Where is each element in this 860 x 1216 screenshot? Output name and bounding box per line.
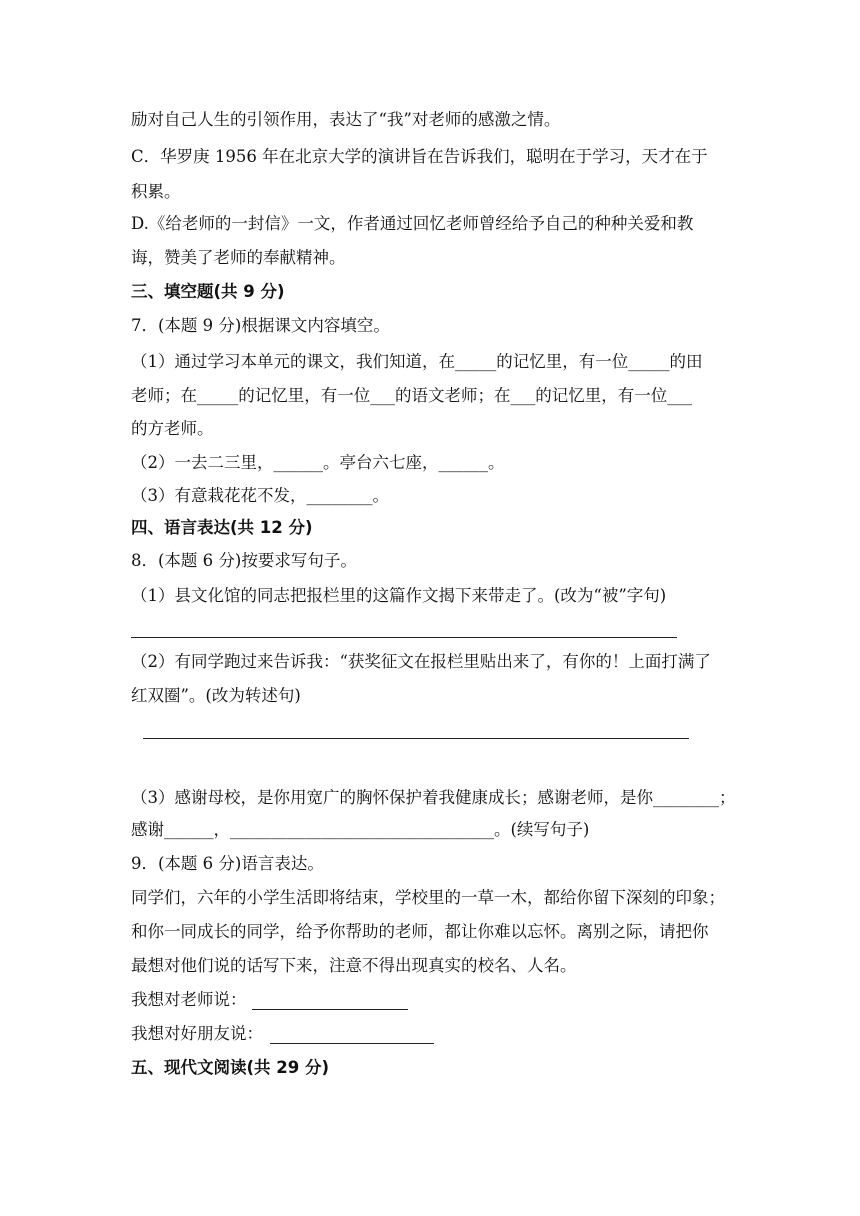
friend-message-prompt: 我想对好朋友说： [131, 1024, 263, 1043]
question-8-part-1: （1）县文化馆的同志把报栏里的这篇作文揭下来带走了。(改为“被”字句) [131, 586, 667, 605]
text-line: 老师；在_____的记忆里，有一位___的语文老师；在___的记忆里，有一位___ [131, 386, 692, 405]
question-7-part-3: （3）有意栽花花不发，________。 [131, 486, 389, 505]
answer-line-8-1 [131, 637, 677, 638]
question-8-part-2: （2）有同学跑过来告诉我：“获奖征文在报栏里贴出来了，有你的！上面打满了 [131, 652, 711, 671]
section-heading-language-expression: 四、语言表达(共 12 分) [131, 518, 313, 537]
text-line: 诲，赞美了老师的奉献精神。 [131, 248, 346, 267]
option-d: D.《给老师的一封信》一文，作者通过回忆老师曾经给予自己的种种关爱和教 [131, 214, 694, 233]
text-line: 励对自己人生的引领作用，表达了“我”对老师的感激之情。 [131, 110, 561, 129]
question-8: 8．(本题 6 分)按要求写句子。 [131, 551, 357, 570]
text-line: 感谢______，________________________________。(续写句子) [131, 820, 590, 839]
text-line: 红双圈”。(改为转述句) [131, 686, 301, 705]
text-line: 的方老师。 [131, 419, 214, 438]
text-line: 和你一同成长的同学，给予你帮助的老师，都让你难以忘怀。离别之际，请把你 [131, 922, 709, 941]
answer-line-teacher [252, 1009, 408, 1010]
question-7-part-1: （1）通过学习本单元的课文，我们知道，在_____的记忆里，有一位_____的田 [131, 352, 703, 371]
answer-line-8-2 [143, 738, 689, 739]
text-line: 积累。 [131, 182, 181, 201]
section-heading-modern-reading: 五、现代文阅读(共 29 分) [131, 1058, 330, 1077]
question-9-body: 同学们，六年的小学生活即将结束，学校里的一草一木，都给你留下深刻的印象； [131, 888, 725, 907]
question-9: 9．(本题 6 分)语言表达。 [131, 854, 324, 873]
question-7: 7．(本题 9 分)根据课文内容填空。 [131, 316, 390, 335]
question-8-part-3: （3）感谢母校，是你用宽广的胸怀保护着我健康成长；感谢老师，是你________； [131, 788, 736, 807]
option-c: C．华罗庚 1956 年在北京大学的演讲旨在告诉我们，聪明在于学习，天才在于 [131, 147, 708, 166]
text-line: 最想对他们说的话写下来，注意不得出现真实的校名、人名。 [131, 956, 577, 975]
question-7-part-2: （2）一去二三里，______。亭台六七座，______。 [131, 453, 505, 472]
section-heading-fill-in: 三、填空题(共 9 分) [131, 282, 285, 301]
answer-line-friend [270, 1043, 434, 1044]
teacher-message-prompt: 我想对老师说： [131, 990, 247, 1009]
